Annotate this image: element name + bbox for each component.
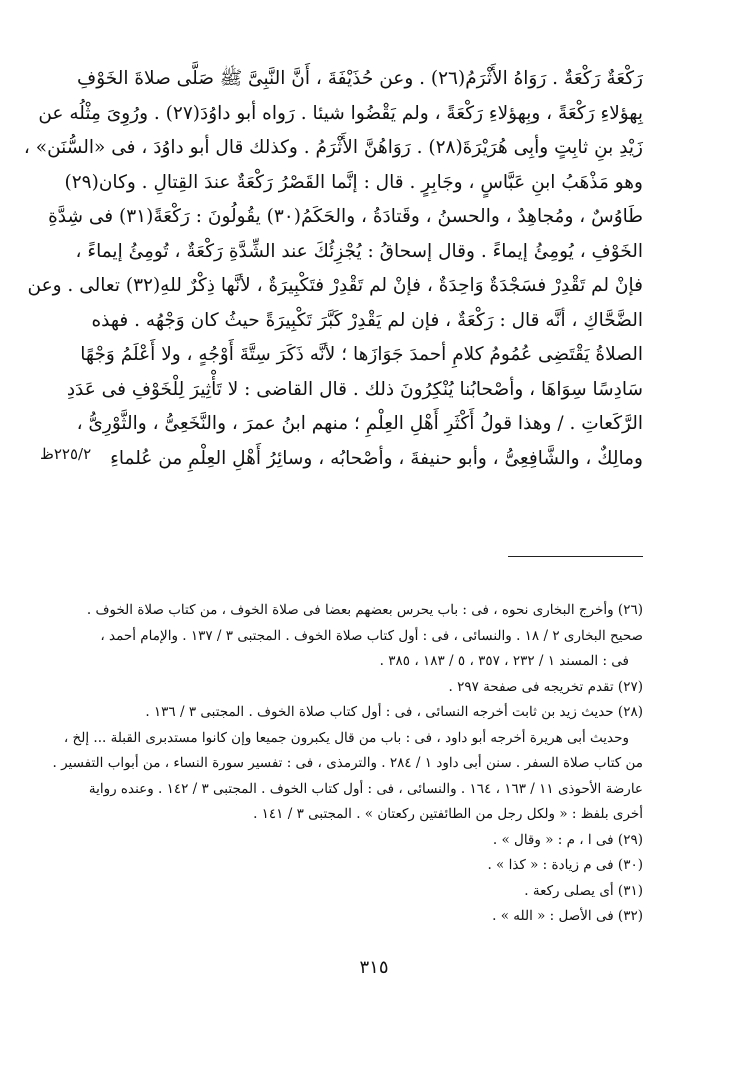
main-text-line: فإنْ لم تَقْدِرْ فسَجْدَةٌ وَاحِدَةٌ ، فإنْ لم تَقْدِرْ فتَكْبِيرَةٌ ، لأنَّها ذِكْرٌ للهِ(٣٢) تعالى . وعن <box>27 275 643 296</box>
margin-page-reference: ٢٢٥/٢ظ <box>40 445 92 463</box>
main-text-line: الصلاةُ يَقْتَضِى عُمُومُ كلامِ أحمدَ جَوَازَها ؛ لأنَّه ذَكَرَ سِتَّةَ أَوْجُهٍ ، ولا أَعْلَمُ وَجْهًا <box>80 344 643 365</box>
footnote-separator <box>508 556 643 557</box>
footnote-line: (٣٢) فى الأصل : « الله » . <box>492 908 643 924</box>
main-text-line: ومالِكٌ ، والشَّافِعِىُّ ، وأبو حنيفةَ ، وأصْحابُه ، وسائِرُ أَهْلِ العِلْمِ من عُلماءِ <box>110 447 643 469</box>
footnote-line: (٢٧) تقدم تخريجه فى صفحة ٢٩٧ . <box>448 678 643 695</box>
footnote-line: (٣٠) فى م زيادة : « كذا » . <box>487 857 643 873</box>
main-text-line: بِهؤلاءِ رَكْعَةً ، وبِهؤلاءِ رَكْعَةً ، ولم يَقْضُوا شيئا . رَواه أبو داوُدَ(٢٧) . ورُوِىَ مِثْلُه عن <box>38 102 643 124</box>
footnote-line: وحديث أبى هريرة أخرجه أبو داود ، فى : باب من قال يكبرون جميعا وإن كانوا مستدبرى القبلة ... إلخ ، <box>63 729 629 746</box>
footnote-line: صحيح البخارى ٢ / ١٨ . والنسائى ، فى : أول كتاب صلاة الخوف . المجتبى ٣ / ١٣٧ . والإمام أحمد ، <box>100 627 643 644</box>
footnote-line: (٢٩) فى ا ، م : « وقال » . <box>492 831 643 848</box>
main-text-line: وهو مَذْهَبُ ابنِ عَبَّاسٍ ، وجَابِرٍ . قال : إنَّما القَصْرُ رَكْعَةٌ عندَ القِتالِ . وكان(٢٩) <box>64 171 643 193</box>
page-number: ٣١٥ <box>359 957 389 978</box>
footnote-line: أخرى بلفظ : « ولكل رجل من الطائفتين ركعتان » . المجتبى ٣ / ١٤١ . <box>253 806 643 822</box>
footnote-line: (٢٨) حديث زيد بن ثابت أخرجه النسائى ، فى : أول كتاب صلاة الخوف . المجتبى ٣ / ١٣٦ . <box>145 704 643 720</box>
footnotes-block <box>52 598 643 930</box>
main-text-line: الضَّحَّاكِ ، أنَّه قال : رَكْعَةٌ ، فإن لم يَقْدِرْ كَبَّرَ تَكْبِيرَةً حيثُ كان وَجْهُه . فهذه <box>91 309 643 331</box>
main-text-line: زَيْدِ بنِ ثابِتٍ وأبِى هُرَيْرَةَ(٢٨) . رَوَاهُنَّ الأَثْرَمُ . وكذلك قال أبو داوُدَ ، فى «السُّنَن» ، <box>23 137 643 158</box>
footnote-line: عارضة الأحوذى ١١ / ١٦٣ ، ١٦٤ . والنسائى ، فى : أول كتاب الخوف . المجتبى ٣ / ١٤٢ . وعنده رواية <box>88 780 643 797</box>
main-text-line: رَكْعَةٌ رَكْعَةٌ . رَوَاهُ الأَثْرَمُ(٢٦) . وعن حُذَيْفَةَ ، أَنَّ النَّبِىَّ ﷺ صَلَّى صلاةَ الخَوْفِ <box>77 68 643 89</box>
main-text-line: الرَّكَعاتِ . / وهذا قولُ أَكْثَرِ أَهْلِ العِلْمِ ؛ منهم ابنُ عمرَ ، والنَّخَعِىُّ ، والثَّوْرِىُّ ، <box>76 413 643 434</box>
main-text-line: سَادِسًا سِوَاهَا ، وأصْحابُنا يُنْكِرُونَ ذلك . قال القاضى : لا تَأْثِيرَ لِلْخَوْفِ فى عَدَدِ <box>66 378 643 400</box>
footnote-line: (٢٦) وأخرج البخارى نحوه ، فى : باب يحرس بعضهم بعضا فى صلاة الخوف ، من كتاب صلاة الخوف . <box>86 602 643 618</box>
main-text-line: طَاوُسٌ ، ومُجاهِدٌ ، والحسنُ ، وقَتادَةُ ، والحَكَمُ(٣٠) يقُولُونَ : رَكْعَةً(٣١) فى شِدَّةِ <box>48 206 643 227</box>
footnote-line: (٣١) أى يصلى ركعة . <box>524 882 643 899</box>
footnote-line: فى : المسند ١ / ٢٣٢ ، ٣٥٧ ، ٥ / ١٨٣ ، ٣٨٥ . <box>379 653 629 669</box>
footnote-line: من كتاب صلاة السفر . سنن أبى داود ١ / ٢٨٤ . والترمذى ، فى : تفسير سورة النساء ، من أبواب التفسير . <box>52 755 643 771</box>
main-text-line: الخَوْفِ ، يُومِئُ إيماءً . وقال إسحاقُ : يُجْزِئُكَ عند الشِّدَّةِ رَكْعَةٌ ، تُومِئُ إيماءً ، <box>75 240 643 262</box>
